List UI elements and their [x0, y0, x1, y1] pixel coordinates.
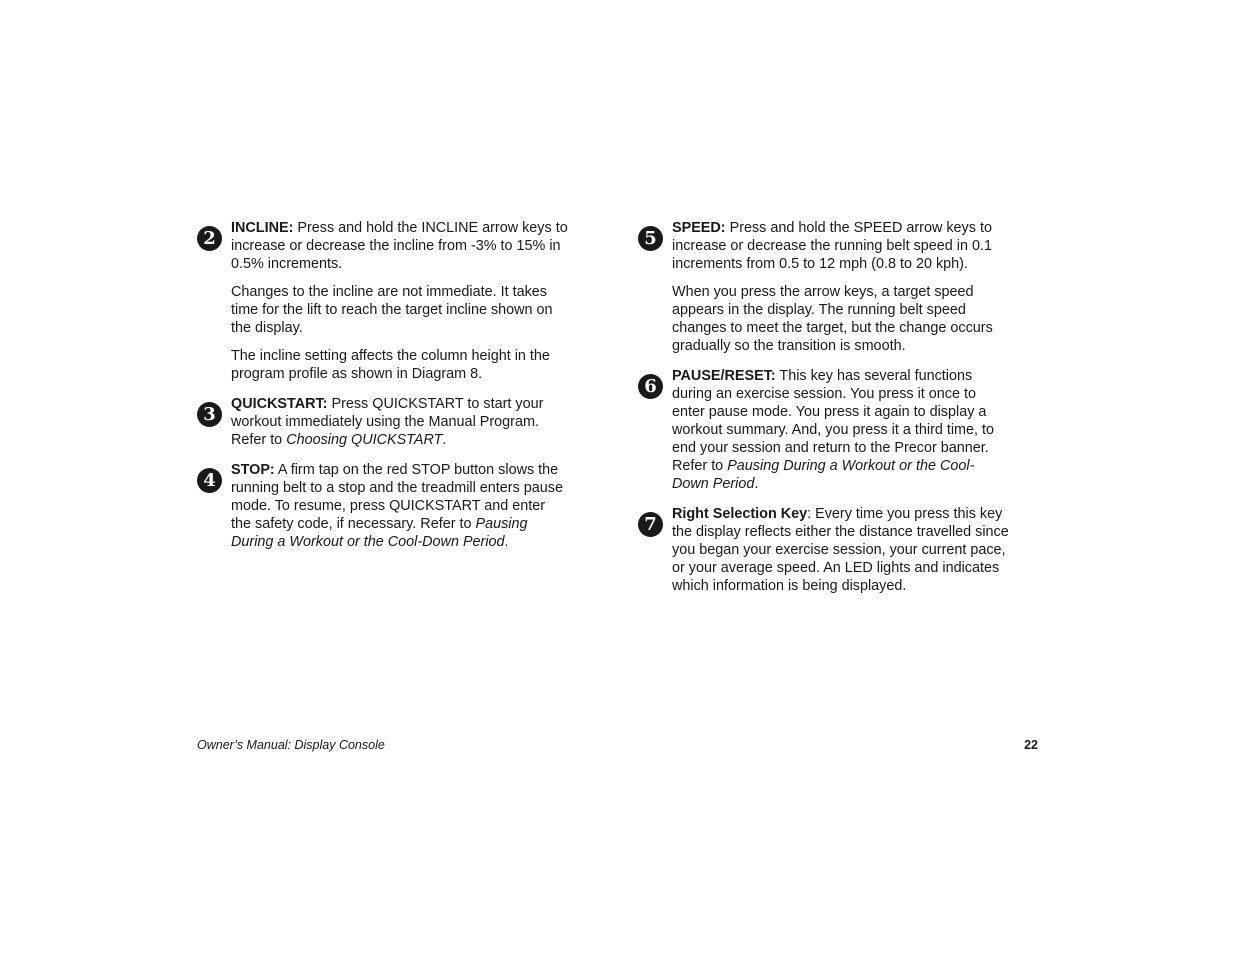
- speed-term: SPEED:: [672, 220, 726, 236]
- incline-description: [231, 219, 569, 273]
- number-3-badge: 3: [197, 402, 222, 427]
- speed-text: Press and hold the SPEED arrow keys to increase or decrease the running belt speed in 0.1 increments from 0.5 to 12 mph (0.8 to 20 kph).: [672, 220, 993, 272]
- pause-reset-term: PAUSE/RESET:: [672, 368, 776, 384]
- quickstart-term: QUICKSTART:: [231, 396, 328, 412]
- stop-term: STOP:: [231, 462, 275, 478]
- quickstart-end: .: [442, 432, 447, 448]
- right-selection-term: Right Selection Key: [672, 506, 808, 522]
- quickstart-text: Press QUICKSTART to start your workout immediately using the Manual Program. Refer to: [231, 396, 544, 448]
- number-2-badge: 2: [197, 226, 222, 251]
- number-7-badge: 7: [638, 512, 663, 537]
- pause-reset-description: [672, 367, 1010, 493]
- quickstart-description: [231, 395, 569, 449]
- quickstart-reference: Choosing QUICKSTART: [286, 432, 443, 448]
- stop-text: A firm tap on the red STOP button slows the running belt to a stop and the treadmill enters pause mode. To resume, press QUICKSTART and enter the safety code, if necessary. Refer to: [231, 462, 563, 532]
- pause-reset-text: This key has several functions during an exercise session. You press it once to enter pause mode. You press it again to display a workout summary. And, you press it a third time, to end your session and return to the Precor banner. Refer to: [672, 368, 995, 474]
- page-number: 22: [1024, 738, 1038, 752]
- stop-item: [197, 461, 569, 551]
- incline-note-profile: The incline setting affects the column height in the program profile as shown in Diagram 8.: [231, 348, 550, 382]
- pause-reset-end: .: [754, 476, 759, 492]
- stop-end: .: [504, 534, 509, 550]
- incline-item: [197, 219, 569, 383]
- number-4-badge: 4: [197, 468, 222, 493]
- speed-description: [672, 219, 1010, 273]
- number-6-badge: 6: [638, 374, 663, 399]
- right-column: [638, 219, 1010, 607]
- footer-title: Owner’s Manual: Display Console: [197, 738, 385, 752]
- right-selection-text: : Every time you press this key the display reflects either the distance travelled since you began your exercise session, your current pace, or your average speed. An LED lights and indicates which information is being displayed.: [672, 506, 1009, 594]
- incline-term: INCLINE:: [231, 220, 294, 236]
- quickstart-item: [197, 395, 569, 449]
- pause-reset-reference: Pausing During a Workout or the Cool-Down Period: [672, 458, 975, 492]
- number-5-badge: 5: [638, 226, 663, 251]
- stop-reference: Pausing During a Workout or the Cool-Down Period: [231, 516, 528, 550]
- incline-text: Press and hold the INCLINE arrow keys to increase or decrease the incline from -3% to 15% in 0.5% increments.: [231, 220, 568, 272]
- pause-reset-item: [638, 367, 1010, 493]
- stop-description: [231, 461, 569, 551]
- speed-item: [638, 219, 1010, 355]
- left-column: [197, 219, 569, 563]
- speed-note: When you press the arrow keys, a target speed appears in the display. The running belt speed changes to meet the target, but the change occurs gradually so the transition is smooth.: [672, 284, 993, 354]
- right-selection-description: [672, 505, 1010, 595]
- right-selection-item: [638, 505, 1010, 595]
- incline-note-timing: Changes to the incline are not immediate. It takes time for the lift to reach the target incline shown on the display.: [231, 284, 553, 336]
